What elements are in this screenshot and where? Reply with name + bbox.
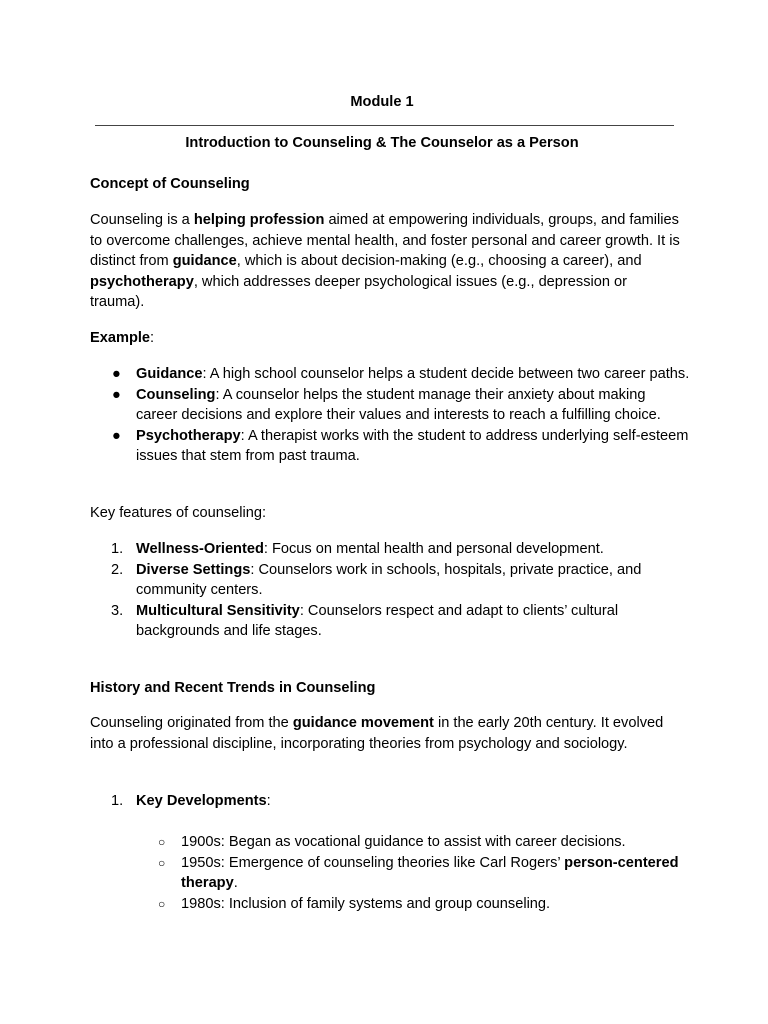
bullet-icon: ● — [112, 386, 121, 403]
list-item: ○ 1950s: Emergence of counseling theories like Carl Rogers’ person-centered therapy. — [158, 854, 679, 892]
example-list — [90, 364, 690, 467]
list-item: ● Counseling: A counselor helps the student manage their anxiety about making career decisions and explore their values and interests to reach a fulfilling choice. — [112, 386, 661, 424]
list-item: ● Psychotherapy: A therapist works with the student to address underlying self-esteem issues that stem from past trauma. — [112, 427, 689, 465]
list-item: 1. Wellness-Oriented: Focus on mental health and personal development. — [111, 541, 604, 557]
features-list — [90, 539, 690, 642]
page-title: Module 1 — [350, 94, 414, 110]
developments-list — [90, 791, 690, 812]
features-intro: Key features of counseling: — [90, 505, 267, 521]
developments-sublist — [90, 832, 690, 914]
list-item: ● Guidance: A high school counselor helps a student decide between two career paths. — [90, 364, 690, 385]
history-paragraph: Counseling originated from the guidance movement in the early 20th century. It evolved into a professional discipline, incorporating theories from psychology and sociology. — [90, 715, 664, 752]
concept-paragraph: Counseling is a helping profession aimed at empowering individuals, groups, and families to overcome challenges, achieve mental health, and foster personal and career growth. It is distinct from guidance, which is about decision-making (e.g., choosing a career), and psychotherapy, which addresses deeper psychological issues (e.g., depression or trauma). — [90, 212, 680, 311]
list-item: 3. Multicultural Sensitivity: Counselors respect and adapt to clients’ cultural backgrounds and life stages. — [111, 602, 619, 640]
list-item: 1. Key Developments: — [111, 793, 271, 809]
bullet-icon: ● — [112, 366, 121, 382]
list-item: 2. Diverse Settings: Counselors work in schools, hospitals, private practice, and community centers. — [111, 561, 642, 599]
example-label: Example: — [90, 330, 155, 346]
hollow-bullet-icon: ○ — [158, 855, 166, 870]
hollow-bullet-icon: ○ — [158, 896, 166, 911]
horizontal-divider — [95, 125, 674, 126]
list-item: ○ 1900s: Began as vocational guidance to assist with career decisions. — [90, 832, 690, 853]
list-item: ○ 1980s: Inclusion of family systems and group counseling. — [90, 894, 690, 915]
page-subtitle: Introduction to Counseling & The Counselor as a Person — [185, 135, 579, 151]
section-heading-history: History and Recent Trends in Counseling — [90, 680, 376, 696]
section-heading-concept: Concept of Counseling — [90, 176, 250, 192]
hollow-bullet-icon: ○ — [158, 835, 166, 849]
bullet-icon: ● — [112, 427, 121, 444]
